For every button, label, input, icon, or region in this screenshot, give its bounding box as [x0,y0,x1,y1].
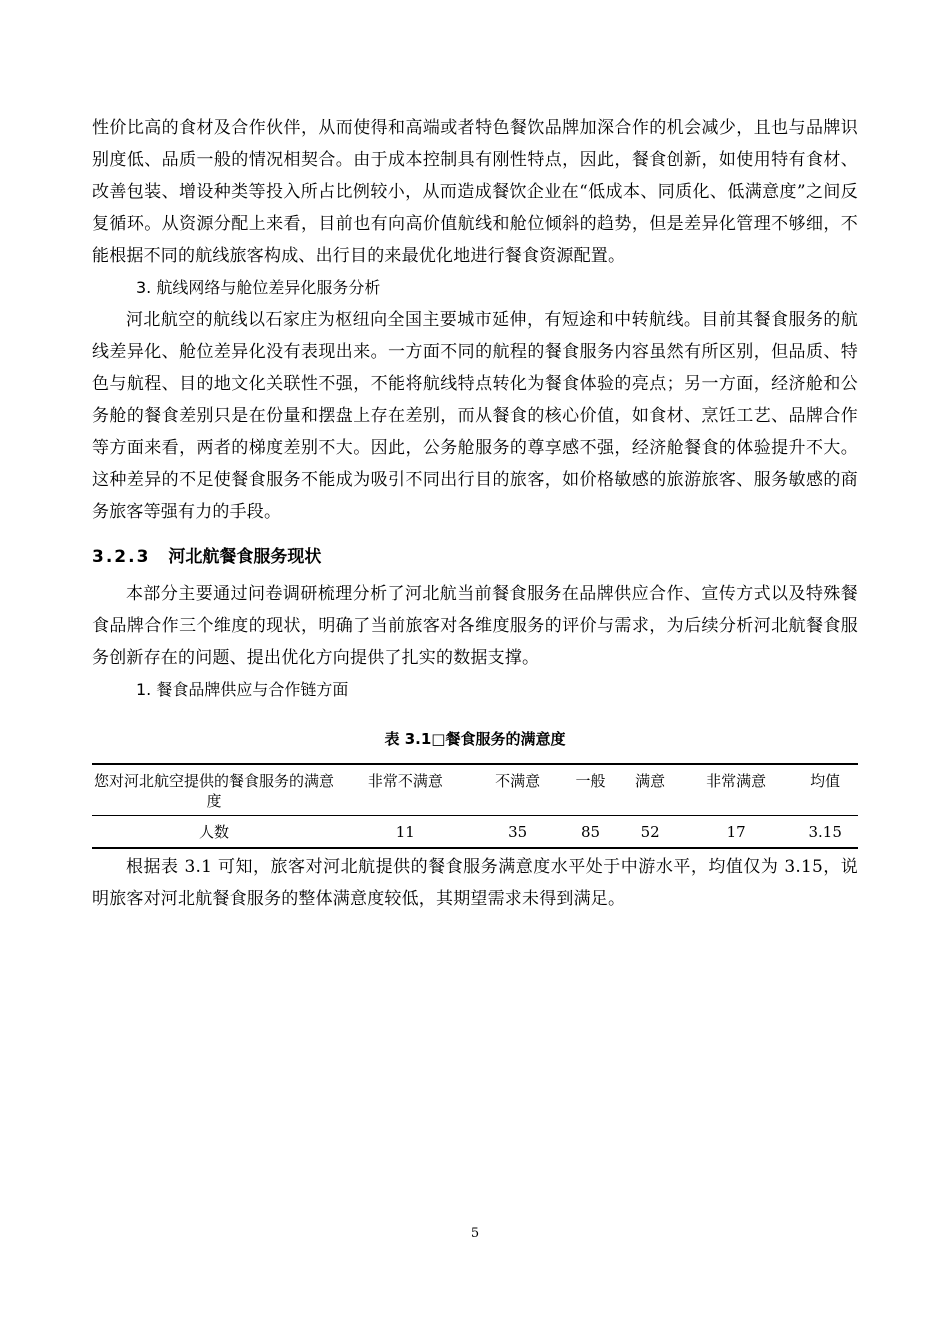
table-header-cell: 满意 [635,772,666,790]
table-header-row [92,764,858,816]
body-paragraph: 根据表 3.1 可知，旅客对河北航提供的餐食服务满意度水平处于中游水平，均值仅为 3.15，说明旅客对河北航餐食服务的整体满意度较低，其期望需求未得到满足。 [92,857,858,909]
subheading-route-network: 3. 航线网络与舱位差异化服务分析 [136,278,381,297]
table-row [92,816,858,849]
table-cell: 85 [580,823,601,841]
table-caption: 表 3.1□餐食服务的满意度 [384,730,566,748]
section-number: 3.2.3 [92,547,151,567]
table-cell: 35 [508,823,528,841]
page-number: 5 [470,1226,480,1241]
table-header-cell: 非常不满意 [367,772,443,790]
table-header-cell: 非常满意 [706,772,767,790]
body-paragraph: 性价比高的食材及合作伙伴，从而使得和高端或者特色餐饮品牌加深合作的机会减少，且也与品牌识别度低、品质一般的情况相契合。由于成本控制具有刚性特点，因此，餐食创新，如使用特有食材、改善包装、增设种类等投入所占比例较小，从而造成餐饮企业在“低成本、同质化、低满意度”之间反复循环。从资源分配上来看，目前也有向高价值航线和舱位倾斜的趋势，但是差异化管理不够细，不能根据不同的航线旅客构成、出行目的来最优化地进行餐食资源配置。 [92,118,858,266]
table-cell: 17 [726,823,746,841]
table-header-cell: 均值 [810,772,841,790]
table-header-cell: 您对河北航空提供的餐食服务的满意度 [94,772,335,810]
section-title: 河北航餐食服务现状 [168,547,322,567]
satisfaction-table [92,763,858,849]
page-body [92,112,858,915]
table-cell: 3.15 [808,823,842,841]
body-paragraph: 河北航空的航线以石家庄为枢纽向全国主要城市延伸，有短途和中转航线。目前其餐食服务的航线差异化、舱位差异化没有表现出来。一方面不同的航程的餐食服务内容虽然有所区别，但品质、特色与航程、目的地文化关联性不强，不能将航线特点转化为餐食体验的亮点；另一方面，经济舱和公务舱的餐食差别只是在份量和摆盘上存在差别，而从餐食的核心价值，如食材、烹饪工艺、品牌合作等方面来看，两者的梯度差别不大。因此，公务舱服务的尊享感不强，经济舱餐食的体验提升不大。这种差异的不足使餐食服务不能成为吸引不同出行目的旅客，如价格敏感的旅游旅客、服务敏感的商务旅客等强有力的手段。 [92,310,858,522]
table-header-cell: 一般 [575,772,606,790]
section-heading [92,542,858,572]
table-cell: 人数 [198,823,229,841]
body-paragraph: 本部分主要通过问卷调研梳理分析了河北航当前餐食服务在品牌供应合作、宣传方式以及特殊餐食品牌合作三个维度的现状，明确了当前旅客对各维度服务的评价与需求，为后续分析河北航餐食服务创新存在的问题、提出优化方向提供了扎实的数据支撑。 [92,584,858,668]
subheading-brand-supply: 1. 餐食品牌供应与合作链方面 [136,680,349,699]
table-cell: 52 [640,823,660,841]
table-cell: 11 [395,823,415,841]
table-header-cell: 不满意 [495,772,541,790]
